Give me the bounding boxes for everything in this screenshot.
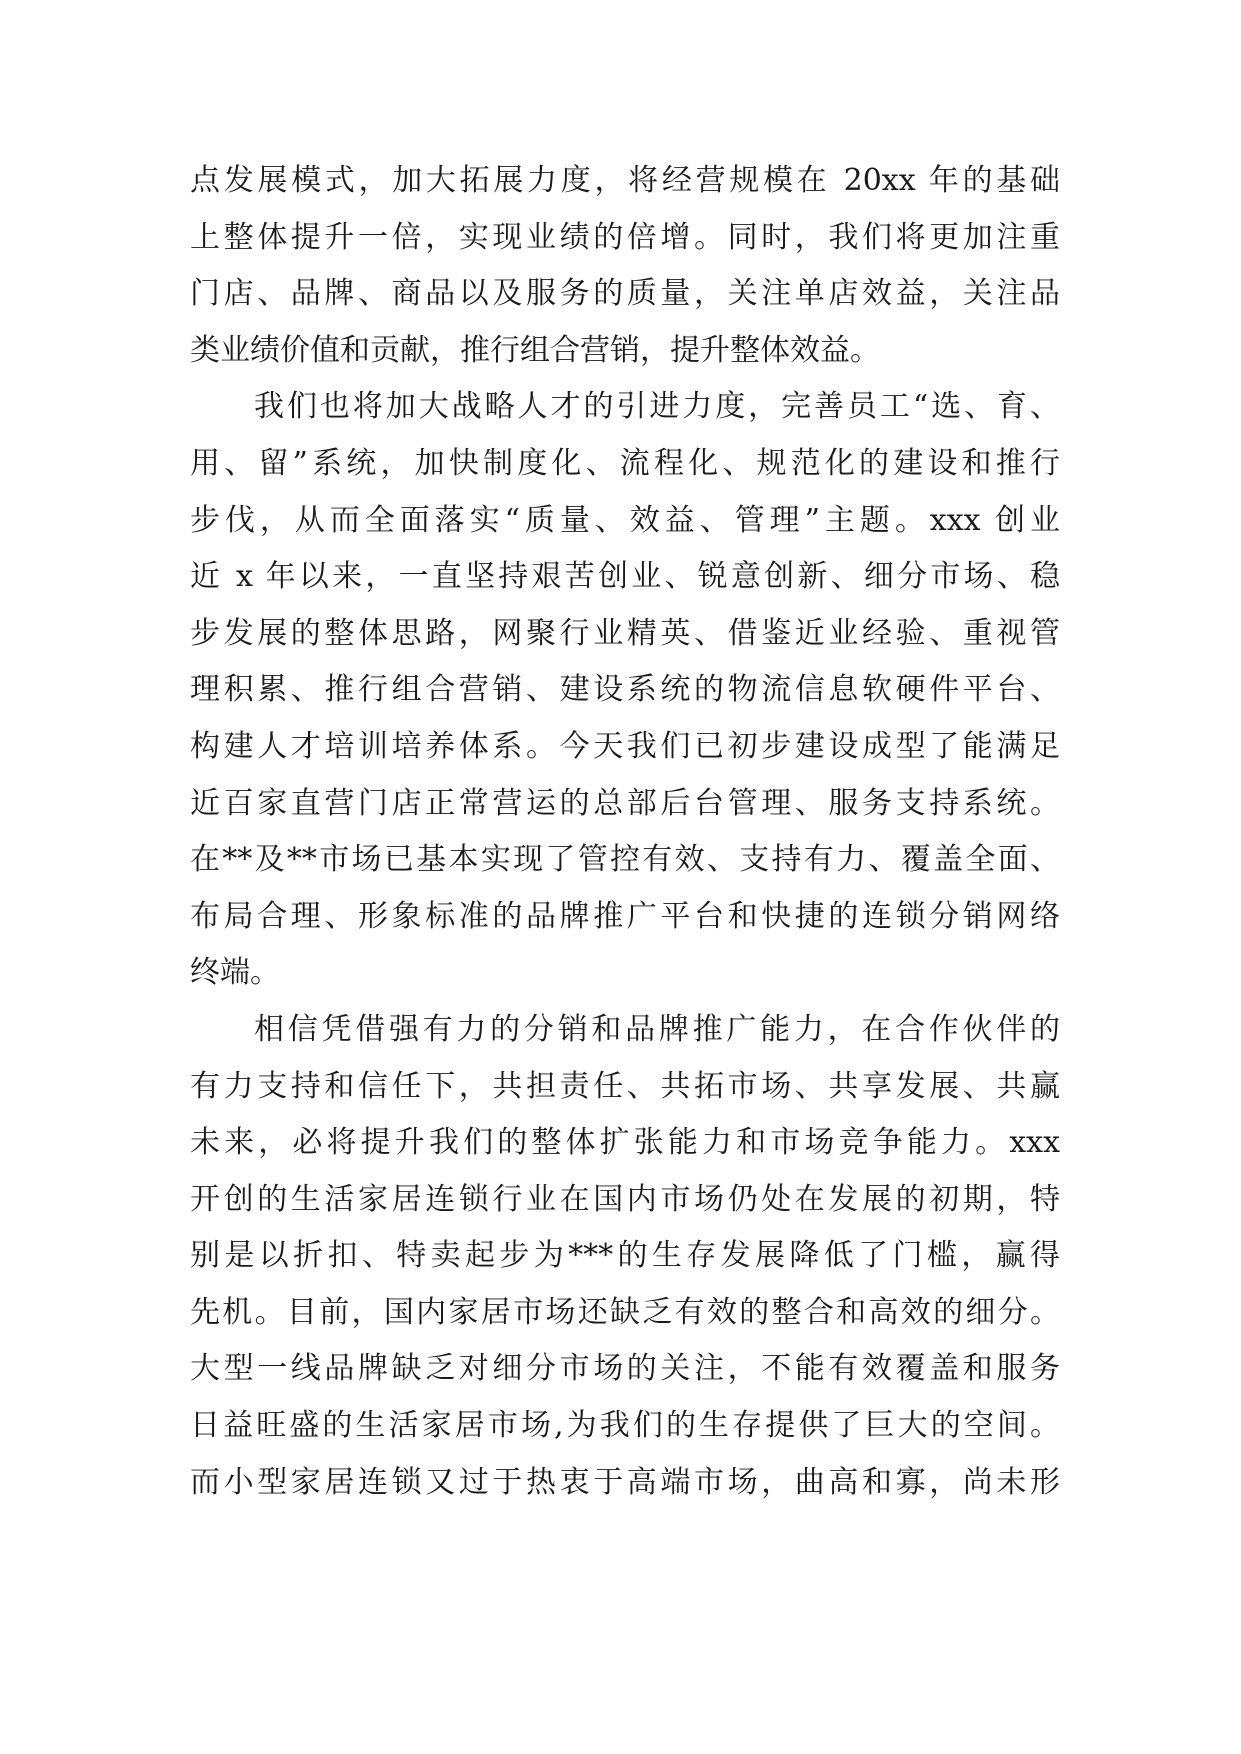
text-line: 近 x 年以来，一直坚持艰苦创业、锐意创新、细分市场、稳 — [190, 559, 1060, 595]
text-line: 终端。 — [190, 955, 280, 991]
text-line: 步伐，从而全面落实“质量、效益、管理”主题。xxx 创业 — [190, 502, 1060, 538]
text-line: 别是以折扣、特卖起步为***的生存发展降低了门槛，赢得 — [190, 1238, 1060, 1274]
text-line: 理积累、推行组合营销、建设系统的物流信息软硬件平台、 — [190, 672, 1060, 708]
text-line: 在**及**市场已基本实现了管控有效、支持有力、覆盖全面、 — [190, 842, 1060, 878]
body-text — [190, 153, 1060, 1511]
text-line: 上整体提升一倍，实现业绩的倍增。同时，我们将更加注重 — [190, 219, 1060, 255]
text-line: 用、留”系统，加快制度化、流程化、规范化的建设和推行 — [190, 445, 1060, 481]
text-line: 构建人才培训培养体系。今天我们已初步建设成型了能满足 — [190, 728, 1060, 764]
text-line: 先机。目前，国内家居市场还缺乏有效的整合和高效的细分。 — [190, 1294, 1060, 1330]
text-line: 大型一线品牌缺乏对细分市场的关注，不能有效覆盖和服务 — [190, 1351, 1060, 1387]
text-line: 布局合理、形象标准的品牌推广平台和快捷的连锁分销网络 — [190, 898, 1060, 934]
text-line: 步发展的整体思路，网聚行业精英、借鉴近业经验、重视管 — [190, 615, 1060, 651]
text-line: 而小型家居连锁又过于热衷于高端市场，曲高和寡，尚未形 — [190, 1464, 1060, 1500]
text-line: 开创的生活家居连锁行业在国内市场仍处在发展的初期，特 — [190, 1181, 1060, 1217]
paragraph-start-line: 相信凭借强有力的分销和品牌推广能力，在合作伙伴的 — [254, 1011, 1060, 1047]
text-line: 未来，必将提升我们的整体扩张能力和市场竞争能力。xxx — [190, 1125, 1060, 1161]
text-line: 有力支持和信任下，共担责任、共拓市场、共享发展、共赢 — [190, 1068, 1060, 1104]
text-line: 类业绩价值和贡献，推行组合营销，提升整体效益。 — [190, 332, 880, 368]
text-line: 近百家直营门店正常营运的总部后台管理、服务支持系统。 — [190, 785, 1060, 821]
paragraph-start-line: 我们也将加大战略人才的引进力度，完善员工“选、育、 — [254, 389, 1060, 425]
text-line: 门店、品牌、商品以及服务的质量，关注单店效益，关注品 — [190, 276, 1060, 312]
text-line: 日益旺盛的生活家居市场,为我们的生存提供了巨大的空间。 — [190, 1408, 1060, 1444]
text-line: 点发展模式，加大拓展力度，将经营规模在 20xx 年的基础 — [190, 163, 1060, 198]
